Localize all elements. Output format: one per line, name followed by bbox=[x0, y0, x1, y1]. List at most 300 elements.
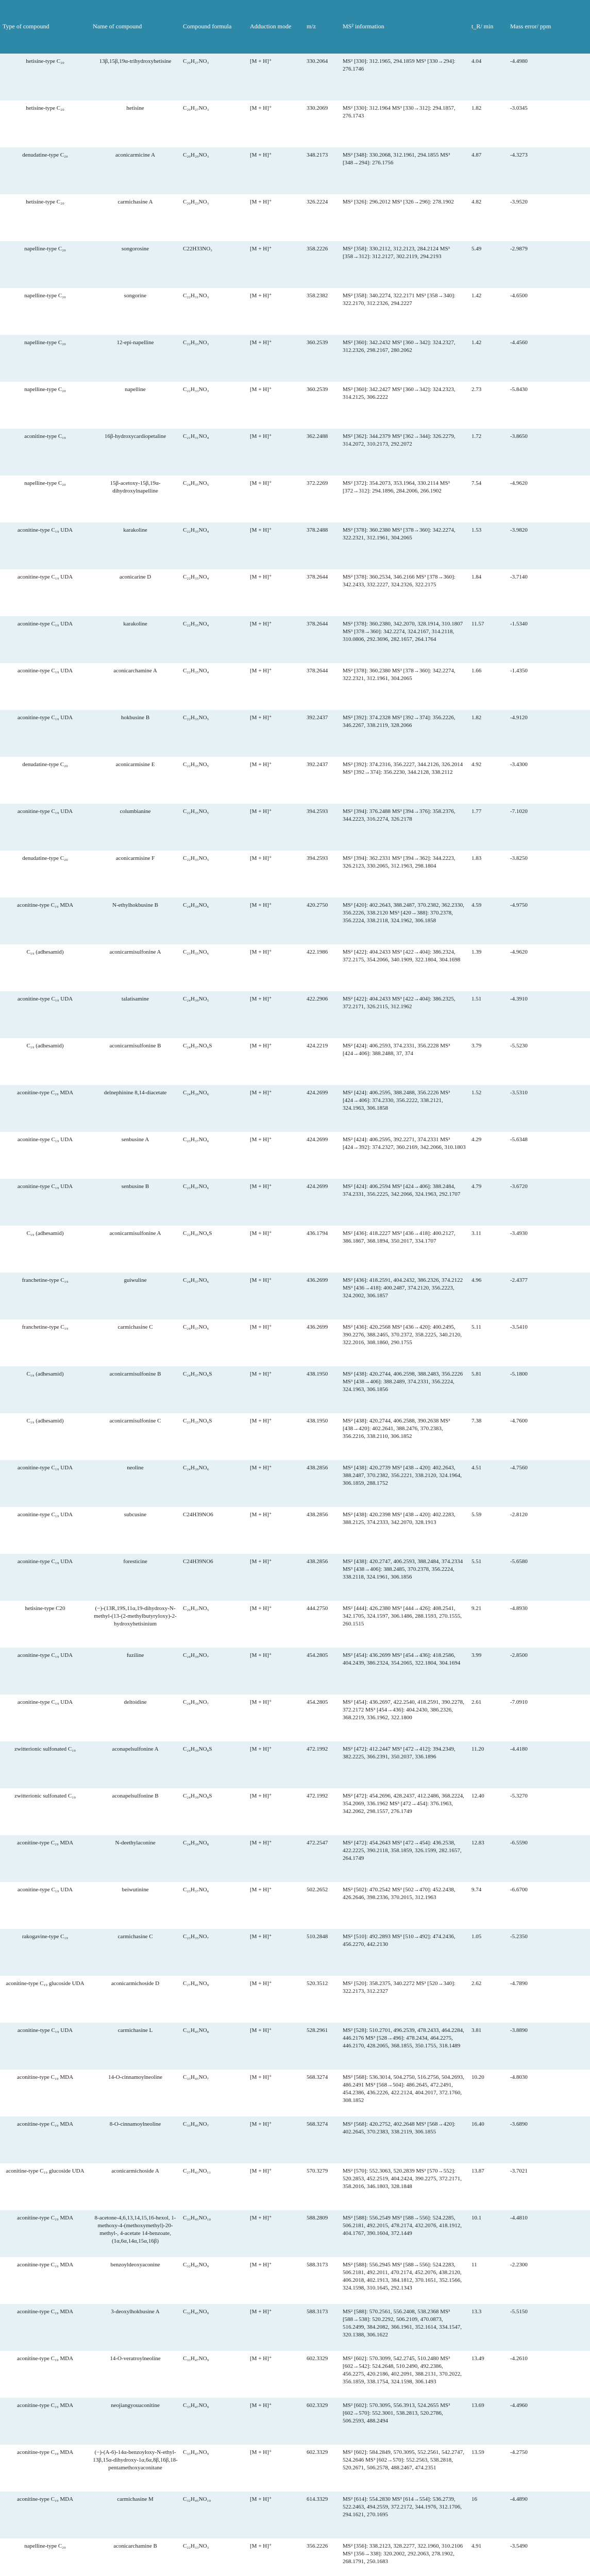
cell-adduction: [M + H]⁺ bbox=[250, 949, 272, 955]
cell-ms2: MS² [520]: 358.2375, 340.2272 MS³ [520→340]: 322.2173, 312.2327 bbox=[343, 1980, 456, 1994]
cell-ms2: MS² [360]: 342.2427 MS³ [360→342]: 324.2323, 314.2125, 306.2222 bbox=[343, 386, 456, 400]
cell-mz: 438.1950 bbox=[307, 1371, 328, 1377]
cell-name: beiwutinine bbox=[122, 1887, 149, 1893]
cell-type: aconitine-type C₁₉ UDA bbox=[17, 668, 73, 674]
cell-ms2: MS² [392]: 374.2328 MS³ [392→374]: 356.2226, 346.2267, 338.2119, 328.2066 bbox=[343, 715, 456, 728]
cell-mass-error: -4.9620 bbox=[510, 949, 528, 955]
cell-tr: 11.20 bbox=[471, 1746, 484, 1752]
cell-type: napelline-type C₂₀ bbox=[24, 340, 66, 346]
cell-tr: 3.81 bbox=[471, 2027, 482, 2033]
cell-mz: 394.2593 bbox=[307, 855, 328, 861]
cell-tr: 1.52 bbox=[471, 1090, 482, 1096]
cell-name: aconicarmicine A bbox=[115, 152, 156, 158]
cell-name: aconicarmisulfonine B bbox=[109, 1043, 161, 1049]
table-row bbox=[0, 1273, 590, 1319]
cell-adduction: [M + H]⁺ bbox=[250, 1887, 272, 1893]
table-row bbox=[0, 1648, 590, 1694]
cell-mz: 614.3329 bbox=[307, 2496, 328, 2502]
cell-mz: 568.3274 bbox=[307, 2121, 328, 2127]
cell-mz: 438.1950 bbox=[307, 1418, 328, 1424]
cell-adduction: [M + H]⁺ bbox=[250, 1980, 272, 1987]
table-row bbox=[0, 2210, 590, 2257]
cell-ms2: MS² [438]: 420.2739 MS³ [438→420]: 402.2643, 388.2487, 370.2382, 356.2221, 338.2120, 324.1964, 306.1859, 288.1752 bbox=[343, 1465, 462, 1486]
cell-mz: 358.2382 bbox=[307, 293, 328, 299]
cell-type: aconitine-type C₁₉ UDA bbox=[17, 2027, 73, 2033]
cell-tr: 9.74 bbox=[471, 1887, 482, 1893]
cell-type: aconitine-type C₁₉ MDA bbox=[16, 2309, 74, 2315]
table-row bbox=[0, 991, 590, 1038]
cell-mass-error: -5.3270 bbox=[510, 1793, 528, 1799]
cell-adduction: [M + H]⁺ bbox=[250, 105, 272, 111]
cell-type: aconitine-type C₁₉ UDA bbox=[17, 808, 73, 815]
header-mass-error: Mass error/ ppm bbox=[510, 23, 551, 30]
cell-mass-error: -4.4960 bbox=[510, 2402, 528, 2409]
cell-ms2: MS² [444]: 426.2380 MS³ [444→426]: 408.2541, 342.1705, 324.1597, 306.1486, 288.1593, 270.1555, 260.1515 bbox=[343, 1605, 462, 1627]
cell-mass-error: -3.8650 bbox=[510, 433, 528, 439]
cell-tr: 1.82 bbox=[471, 105, 482, 111]
cell-formula: C₃₂H₄₅NO₁₀ bbox=[183, 2496, 211, 2502]
cell-type: napelline-type C₂₀ bbox=[24, 386, 66, 393]
cell-ms2: MS² [394]: 376.2488 MS³ [394→376]: 358.2376, 344.2223, 316.2274, 326.2178 bbox=[343, 808, 456, 822]
cell-ms2: MS² [472]: 412.2447 MS³ [472→412]: 394.2349, 382.2225, 366.2391, 350.2037, 336.1896 bbox=[343, 1746, 456, 1760]
cell-adduction: [M + H]⁺ bbox=[250, 715, 272, 721]
cell-formula: C₂₂H₃₅NO₄ bbox=[183, 574, 209, 580]
table-row bbox=[0, 2351, 590, 2398]
cell-ms2: MS² [588]: 556.2945 MS³ [588→556]: 524.2283, 506.2181, 492.2011, 470.2174, 452.2076, 438.2120, 406.2018, 402.1913, 384.1812, 370.1651, 352.1566, 324.1598, 310.1645, 292.1343 bbox=[343, 2262, 462, 2291]
cell-mass-error: -5.6580 bbox=[510, 1558, 528, 1565]
cell-name: karakoline bbox=[123, 527, 147, 533]
cell-formula: C₂₄H₃₉NO₅ bbox=[183, 996, 209, 1002]
cell-tr: 1.84 bbox=[471, 574, 482, 580]
header-mz: m/z bbox=[307, 23, 316, 30]
cell-ms2: MS² [454]: 436.2699 MS³ [454→436]: 418.2586, 404.2439, 386.2324, 354.2065, 322.1804, 304.1694 bbox=[343, 1652, 461, 1666]
table-row bbox=[0, 382, 590, 429]
table-row bbox=[0, 241, 590, 288]
cell-type: rakogavine-type C₁₉ bbox=[22, 1934, 69, 1940]
table-row bbox=[0, 2257, 590, 2304]
cell-adduction: [M + H]⁺ bbox=[250, 480, 272, 486]
cell-mass-error: -6.6700 bbox=[510, 1887, 528, 1893]
cell-name: aconicarmisulfonine B bbox=[109, 1371, 161, 1377]
cell-mz: 588.2809 bbox=[307, 2215, 328, 2221]
cell-tr: 1.42 bbox=[471, 340, 482, 346]
cell-mass-error: -2.8120 bbox=[510, 1512, 528, 1518]
cell-ms2: MS² [438]: 420.2747, 406.2593, 388.2484, 374.2334 MS³ [438→406]: 388.2485, 370.2378, 356.2224, 338.2118, 324.1961, 306.1856 bbox=[343, 1558, 463, 1580]
cell-type: aconitine-type C₁₉ UDA bbox=[17, 1887, 73, 1893]
cell-mass-error: -3.9520 bbox=[510, 199, 528, 205]
cell-mz: 378.2644 bbox=[307, 621, 328, 627]
cell-mz: 436.1794 bbox=[307, 1230, 328, 1236]
table-row bbox=[0, 1882, 590, 1929]
table-row bbox=[0, 2304, 590, 2351]
cell-mass-error: -3.5410 bbox=[510, 1324, 528, 1330]
cell-adduction: [M + H]⁺ bbox=[250, 1934, 272, 1940]
cell-mass-error: -3.7021 bbox=[510, 2168, 528, 2174]
cell-adduction: [M + H]⁺ bbox=[250, 386, 272, 393]
cell-tr: 3.99 bbox=[471, 1652, 482, 1658]
cell-tr: 16 bbox=[471, 2496, 477, 2502]
cell-name: aconicarine D bbox=[119, 574, 151, 580]
cell-tr: 1.77 bbox=[471, 808, 482, 815]
table-row bbox=[0, 944, 590, 991]
cell-name: songorine bbox=[124, 293, 147, 299]
cell-formula: C₂₀H₂₇NO₃ bbox=[183, 58, 209, 64]
cell-name: aconicarmisulfonine C bbox=[109, 1418, 161, 1424]
cell-type: C₁₉ (adhesamid) bbox=[26, 1371, 64, 1377]
cell-adduction: [M + H]⁺ bbox=[250, 1230, 272, 1236]
cell-formula: C₂₂H₃₃NO₃ bbox=[183, 340, 209, 346]
cell-formula: C₂₃H₃₅NO₆S bbox=[183, 1418, 212, 1424]
cell-name: napelline bbox=[125, 386, 146, 393]
cell-type: napelline-type C₂₀ bbox=[24, 246, 66, 252]
cell-mass-error: -4.9750 bbox=[510, 902, 528, 908]
cell-mass-error: -3.6720 bbox=[510, 1183, 528, 1190]
table-row bbox=[0, 194, 590, 241]
cell-adduction: [M + H]⁺ bbox=[250, 2121, 272, 2127]
cell-ms2: MS² [372]: 354.2073, 353.1964, 330.2114 MS³ [372→312]: 294.1896, 284.2006, 266.1902 bbox=[343, 480, 450, 494]
cell-ms2: MS² [568]: 420.2752, 402.2648 MS³ [568→420]: 402.2645, 370.2383, 338.2119, 306.1855 bbox=[343, 2121, 456, 2135]
cell-mz: 422.1986 bbox=[307, 949, 328, 955]
cell-mz: 362.2488 bbox=[307, 433, 328, 439]
cell-mz: 602.3329 bbox=[307, 2355, 328, 2362]
cell-type: franchetine-type C₁₉ bbox=[22, 1277, 69, 1283]
cell-type: aconitine-type C₁₉ UDA bbox=[17, 527, 73, 533]
cell-ms2: MS² [602]: 584.2849, 570.3095, 552.2561, 542.2747, 524.2646 MS³ [602→570]: 552.2563, 538.2818, 520.2671, 506.2578, 488.2467, 474.2351 bbox=[343, 2449, 464, 2471]
cell-adduction: [M + H]⁺ bbox=[250, 1324, 272, 1330]
cell-formula: C₂₄H₃₉NO₈ bbox=[183, 1840, 209, 1846]
cell-type: aconitine-type C₁₉ UDA bbox=[17, 1512, 73, 1518]
cell-name: carmichasine C bbox=[117, 1934, 153, 1940]
cell-mass-error: -3.4930 bbox=[510, 1230, 528, 1236]
cell-tr: 10.20 bbox=[471, 2074, 484, 2080]
cell-formula: C₂₄H₃₉NO₆ bbox=[183, 1090, 209, 1096]
cell-formula: C₂₃H₃₅NO₆ bbox=[183, 949, 209, 955]
table-row bbox=[0, 522, 590, 569]
cell-mass-error: -3.5490 bbox=[510, 2543, 528, 2549]
cell-ms2: MS² [454]: 436.2697, 422.2540, 418.2591, 390.2278, 372.2172 MS³ [454→436]: 404.2430, 386.2326, 368.2219, 336.1962, 322.1800 bbox=[343, 1699, 464, 1721]
cell-name: aconicarmisine F bbox=[115, 855, 155, 861]
cell-tr: 2.62 bbox=[471, 1980, 482, 1987]
cell-ms2: MS² [438]: 420.2398 MS³ [438→420]: 402.2283, 388.2125, 374.2333, 342.2070, 328.1913 bbox=[343, 1512, 456, 1526]
cell-type: aconitine-type C₁₉ MDA bbox=[16, 2215, 74, 2221]
cell-ms2: MS² [424]: 406.2595, 388.2488, 356.2226 MS³ [424→406]: 374.2330, 356.2222, 338.2121, 324.1963, 306.1858 bbox=[343, 1090, 450, 1111]
cell-tr: 1.53 bbox=[471, 527, 482, 533]
cell-mass-error: -5.5230 bbox=[510, 1043, 528, 1049]
cell-mz: 330.2064 bbox=[307, 58, 328, 64]
cell-formula: C22H33NO₃ bbox=[183, 246, 213, 252]
cell-mass-error: -4.3910 bbox=[510, 996, 528, 1002]
cell-tr: 12.83 bbox=[471, 1840, 484, 1846]
cell-mass-error: -4.6500 bbox=[510, 293, 528, 299]
cell-tr: 3.11 bbox=[471, 1230, 481, 1236]
cell-tr: 11 bbox=[471, 2262, 477, 2268]
cell-formula: C₂₆H₃₇NO₅ bbox=[183, 1605, 209, 1612]
cell-name: 8-acetone-4,6,13,14,15,16-hexol, 1-methoxy-4-(methoxymethyl)-20-methyl-, 4-acetate 14-benzoate, (1α,6α,14α,15α,16β) bbox=[94, 2215, 176, 2244]
cell-tr: 1.66 bbox=[471, 668, 482, 674]
cell-formula: C₃₁H₄₅NO₈ bbox=[183, 2027, 209, 2033]
cell-ms2: MS² [420]: 402.2643, 388.2487, 370.2382, 362.2330, 356.2226, 338.2120 MS³ [420→388]: 370.2378, 356.2224, 338.2118, 324.1962, 306.1858 bbox=[343, 902, 464, 924]
table-row bbox=[0, 1179, 590, 1226]
cell-adduction: [M + H]⁺ bbox=[250, 152, 272, 158]
cell-ms2: MS² [502]: 470.2542 MS³ [502→470]: 452.2438, 426.2646, 398.2336, 370.2015, 312.1963 bbox=[343, 1887, 456, 1901]
cell-formula: C₃₃H₄₅NO₁₀ bbox=[183, 2215, 211, 2221]
cell-ms2: MS² [358]: 340.2274, 322.2171 MS³ [358→340]: 322.2170, 312.2326, 294.2227 bbox=[343, 293, 456, 307]
cell-type: aconitine-type C₁₉ UDA bbox=[17, 996, 73, 1002]
cell-mass-error: -7.1020 bbox=[510, 808, 528, 815]
cell-ms2: MS² [360]: 342.2432 MS³ [360→342]: 324.2327, 312.2326, 298.2167, 280.2062 bbox=[343, 340, 456, 353]
cell-adduction: [M + H]⁺ bbox=[250, 1277, 272, 1283]
cell-formula: C₂₀H₂₉NO₃ bbox=[183, 152, 209, 158]
cell-type: aconitine-type C₁₉ MDA bbox=[16, 2262, 74, 2268]
cell-mz: 378.2644 bbox=[307, 574, 328, 580]
cell-mass-error: -3.6890 bbox=[510, 2121, 528, 2127]
cell-mass-error: -4.4980 bbox=[510, 58, 528, 64]
cell-formula: C₂₂H₃₅NO₄ bbox=[183, 527, 209, 533]
cell-formula: C₂₀H₂₃NO₃ bbox=[183, 199, 209, 205]
cell-adduction: [M + H]⁺ bbox=[250, 2309, 272, 2315]
cell-ms2: MS² [348]: 330.2068, 312.1961, 294.1855 MS³ [348→294]: 276.1756 bbox=[343, 152, 450, 166]
cell-type: aconitine-type C₁₉ UDA bbox=[17, 1699, 73, 1705]
table-row bbox=[0, 100, 590, 147]
cell-adduction: [M + H]⁺ bbox=[250, 1465, 272, 1471]
cell-ms2: MS² [378]: 360.2534, 346.2166 MS³ [378→360]: 342.2433, 332.2227, 324.2326, 322.2175 bbox=[343, 574, 456, 588]
table-row bbox=[0, 2538, 590, 2576]
cell-mz: 392.2437 bbox=[307, 761, 328, 768]
cell-type: aconitine-type C₁₉ MDA bbox=[16, 902, 74, 908]
cell-name: columbianine bbox=[120, 808, 151, 815]
cell-formula: C₂₃H₃₇NO₆ bbox=[183, 1183, 209, 1190]
cell-mz: 438.2856 bbox=[307, 1465, 328, 1471]
cell-mass-error: -2.2300 bbox=[510, 2262, 528, 2268]
cell-mass-error: -1.5340 bbox=[510, 621, 528, 627]
cell-name: benzoyldeoxyaconine bbox=[110, 2262, 160, 2268]
cell-type: zwitterionic sulfonated C₁₉ bbox=[14, 1746, 76, 1752]
cell-mz: 326.2224 bbox=[307, 199, 328, 205]
cell-type: aconitine-type C₁₉ UDA bbox=[17, 1558, 73, 1565]
cell-formula: C₂₂H₃₅NO₅ bbox=[183, 715, 209, 721]
cell-mass-error: -4.4560 bbox=[510, 340, 528, 346]
table-row bbox=[0, 2116, 590, 2163]
cell-name: 16β-hydroxycardiopetaline bbox=[104, 433, 166, 439]
cell-type: hetisine-type C₂₀ bbox=[26, 58, 64, 64]
cell-formula: C₃₃H₄₅NO₇ bbox=[183, 2121, 209, 2127]
cell-formula: C₂₂H₃₅NO₅ bbox=[183, 808, 209, 815]
table-row bbox=[0, 1319, 590, 1366]
cell-formula: C₂₂H₃₅NO₆S bbox=[183, 1230, 212, 1236]
header-adduction: Adduction mode bbox=[250, 23, 292, 30]
cell-name: aconapelsulfonine B bbox=[112, 1793, 159, 1799]
cell-type: franchetine-type C₁₉ bbox=[22, 1324, 69, 1330]
cell-formula: C₂₄H₃₉NO₈S bbox=[183, 1746, 212, 1752]
header-row bbox=[0, 0, 590, 54]
cell-mz: 424.2699 bbox=[307, 1183, 328, 1190]
cell-tr: 7.38 bbox=[471, 1418, 482, 1424]
cell-mass-error: -4.2610 bbox=[510, 2355, 528, 2362]
cell-ms2: MS² [326]: 296.2012 MS³ [326→296]: 278.1902 bbox=[343, 199, 454, 205]
cell-formula: C₂₂H₃₅NO₄ bbox=[183, 621, 209, 627]
cell-adduction: [M + H]⁺ bbox=[250, 2074, 272, 2080]
cell-adduction: [M + H]⁺ bbox=[250, 761, 272, 768]
cell-type: aconitine-type C₁₉ MDA bbox=[16, 1840, 74, 1846]
cell-adduction: [M + H]⁺ bbox=[250, 1793, 272, 1799]
cell-mass-error: -3.5310 bbox=[510, 1090, 528, 1096]
cell-tr: 4.29 bbox=[471, 1137, 482, 1143]
cell-tr: 1.82 bbox=[471, 715, 482, 721]
cell-name: songorosine bbox=[121, 246, 149, 252]
cell-ms2: MS² [602]: 570.3099, 542.2745, 510.2480 MS³ [602→542]: 524.2648, 510.2490, 492.2386, 456.2275, 420.2186, 402.2091, 388.2131, 370.2022, 356.1859, 338.1754, 324.1598, 306.1493 bbox=[343, 2355, 462, 2385]
table-row bbox=[0, 2070, 590, 2116]
cell-name: carmichasine M bbox=[117, 2496, 154, 2502]
cell-tr: 4.79 bbox=[471, 1183, 482, 1190]
cell-name: (−)-(13R,19S,11α,19-dihydroxy-N-methyl-(13-(2-methylbutyryloxy)-2-hydroxyhetisinium bbox=[94, 1605, 177, 1627]
cell-formula: C₃₃H₄₇NO₉ bbox=[183, 2355, 209, 2362]
cell-ms2: MS² [472]: 454.2643 MS³ [472→454]: 436.2538, 422.2225, 390.2118, 358.1859, 326.1599, 282.1657, 264.1749 bbox=[343, 1840, 462, 1861]
cell-formula: C₂₄H₃₉NO₇ bbox=[183, 1652, 209, 1658]
table-row bbox=[0, 897, 590, 944]
cell-type: denudatine-type C₂₀ bbox=[22, 855, 68, 861]
cell-mz: 438.2856 bbox=[307, 1558, 328, 1565]
cell-ms2: MS² [378]: 360.2380, 342.2070, 328.1914, 310.1807 MS³ [378→360]: 342.2274, 324.2167, 314.2118, 310.0806, 292.3696, 282.1657, 264.1764 bbox=[343, 621, 463, 642]
cell-name: N-deethylaconine bbox=[115, 1840, 156, 1846]
cell-ms2: MS² [438]: 420.2744, 406.2588, 390.2638 MS³ [438→420]: 402.2641, 388.2476, 370.2383, 356.2216, 338.2110, 306.1852 bbox=[343, 1418, 450, 1439]
cell-name: hokbusine B bbox=[121, 715, 150, 721]
cell-mass-error: -4.7560 bbox=[510, 1465, 528, 1471]
cell-mass-error: -2.4377 bbox=[510, 1277, 528, 1283]
cell-tr: 11.57 bbox=[471, 621, 484, 627]
cell-type: aconitine-type C₁₉ MDA bbox=[16, 2355, 74, 2362]
cell-mz: 602.3329 bbox=[307, 2402, 328, 2409]
cell-mz: 454.2805 bbox=[307, 1699, 328, 1705]
cell-mz: 528.2961 bbox=[307, 2027, 328, 2033]
cell-tr: 5.11 bbox=[471, 1324, 481, 1330]
cell-adduction: [M + H]⁺ bbox=[250, 2215, 272, 2221]
cell-tr: 1.72 bbox=[471, 433, 482, 439]
cell-type: denudatine-type C₂₀ bbox=[22, 761, 68, 768]
cell-name: aconicarmisine E bbox=[115, 761, 155, 768]
header-name: Name of compound bbox=[93, 23, 142, 30]
cell-ms2: MS² [438]: 420.2744, 406.2598, 388.2483, 356.2226 MS³ [438→406]: 388.2489, 374.2331, 356.2224, 324.1963, 306.1856 bbox=[343, 1371, 463, 1393]
cell-formula: C₂₂H₃₅NO₄ bbox=[183, 668, 209, 674]
table-row bbox=[0, 1460, 590, 1507]
table-row bbox=[0, 429, 590, 476]
cell-mz: 356.2226 bbox=[307, 2543, 328, 2549]
cell-mass-error: -3.7140 bbox=[510, 574, 528, 580]
cell-mass-error: -4.4810 bbox=[510, 2215, 528, 2221]
table-row bbox=[0, 1132, 590, 1179]
cell-ms2: MS² [588]: 570.2561, 556.2408, 538.2368 MS³ [588→538]: 520.2292, 506.2109, 470.0873, 516.2499, 384.2082, 366.1961, 352.1614, 334.1547, 320.1388, 306.1622 bbox=[343, 2309, 462, 2338]
cell-name: guiwuline bbox=[124, 1277, 147, 1283]
table-body bbox=[0, 54, 590, 2576]
cell-adduction: [M + H]⁺ bbox=[250, 1137, 272, 1143]
cell-adduction: [M + H]⁺ bbox=[250, 1746, 272, 1752]
cell-mass-error: -5.6348 bbox=[510, 1137, 528, 1143]
cell-type: aconitine-type C₁₉ MDA bbox=[16, 2402, 74, 2409]
cell-ms2: MS² [358]: 330.2112, 312.2123, 284.2124 MS³ [358→312]: 312.2127, 302.2119, 294.2193 bbox=[343, 246, 450, 260]
cell-mass-error: -5.5150 bbox=[510, 2309, 528, 2315]
cell-mass-error: -5.8430 bbox=[510, 386, 528, 393]
table-row bbox=[0, 1413, 590, 1460]
cell-mass-error: -3.0345 bbox=[510, 105, 528, 111]
cell-adduction: [M + H]⁺ bbox=[250, 1840, 272, 1846]
cell-formula: C₂₂H₃₅NO₅ bbox=[183, 855, 209, 861]
cell-name: (−)-(A-6)-14α-benzoyloxy-N-ethyl-13β,15α-dihydroxy-1α,6α,8β,16β,18-pentamethoxyaconitane bbox=[93, 2449, 178, 2471]
cell-adduction: [M + H]⁺ bbox=[250, 293, 272, 299]
cell-mass-error: -4.3273 bbox=[510, 152, 528, 158]
cell-type: napelline-type C₂₀ bbox=[24, 293, 66, 299]
cell-adduction: [M + H]⁺ bbox=[250, 855, 272, 861]
cell-type: C₁₉ (adhesamid) bbox=[26, 949, 64, 955]
cell-type: hetisine-type C₂₀ bbox=[26, 105, 64, 111]
cell-adduction: [M + H]⁺ bbox=[250, 1043, 272, 1049]
cell-type: napelline-type C₂₀ bbox=[24, 480, 66, 486]
cell-mass-error: -4.9620 bbox=[510, 480, 528, 486]
cell-ms2: MS² [436]: 418.2591, 404.2432, 386.2326, 374.2122 MS³ [436→418]: 400.2487, 374.2120, 356.2223, 324.2002, 306.1857 bbox=[343, 1277, 463, 1299]
cell-mz: 472.2547 bbox=[307, 1840, 328, 1846]
cell-tr: 12.40 bbox=[471, 1793, 484, 1799]
cell-name: aconicarmichoside A bbox=[111, 2168, 159, 2174]
cell-adduction: [M + H]⁺ bbox=[250, 433, 272, 439]
cell-tr: 1.39 bbox=[471, 949, 482, 955]
cell-tr: 3.79 bbox=[471, 1043, 482, 1049]
table-row bbox=[0, 1788, 590, 1835]
cell-mass-error: -2.9879 bbox=[510, 246, 528, 252]
cell-name: 15β-acetoxy-15β,19α-dihydroxylnapelline bbox=[110, 480, 161, 494]
cell-tr: 2.61 bbox=[471, 1699, 482, 1705]
cell-formula: C₂₃H₃₇NO₆ bbox=[183, 1887, 209, 1893]
table-row bbox=[0, 1835, 590, 1882]
cell-adduction: [M + H]⁺ bbox=[250, 2496, 272, 2502]
cell-formula: C₂₃H₃₅NO₇ bbox=[183, 1934, 209, 1940]
cell-ms2: MS² [362]: 344.2379 MS³ [362→344]: 326.2279, 314.2072, 310.2173, 292.2072 bbox=[343, 433, 456, 447]
cell-adduction: [M + H]⁺ bbox=[250, 1418, 272, 1424]
cell-name: delnephinine 8,14-diacetate bbox=[104, 1090, 167, 1096]
cell-mz: 392.2437 bbox=[307, 715, 328, 721]
cell-mz: 330.2069 bbox=[307, 105, 328, 111]
cell-ms2: MS² [330]: 312.1965, 294.1859 MS³ [330→294]: 276.1746 bbox=[343, 58, 456, 72]
table-row bbox=[0, 851, 590, 897]
cell-adduction: [M + H]⁺ bbox=[250, 902, 272, 908]
cell-formula: C₃₃H₄₇NO₉ bbox=[183, 2402, 209, 2409]
cell-adduction: [M + H]⁺ bbox=[250, 1090, 272, 1096]
cell-name: aconicarmisulfonine A bbox=[109, 949, 161, 955]
table-row bbox=[0, 2492, 590, 2538]
cell-type: denudatine-type C₂₀ bbox=[22, 152, 68, 158]
cell-mass-error: -4.4180 bbox=[510, 1746, 528, 1752]
cell-tr: 4.96 bbox=[471, 1277, 482, 1283]
cell-adduction: [M + H]⁺ bbox=[250, 246, 272, 252]
cell-name: talatisamine bbox=[121, 996, 149, 1002]
cell-name: hetisine bbox=[126, 105, 144, 111]
cell-formula: C₃₂H₄₅NO₉ bbox=[183, 2262, 209, 2268]
table-row bbox=[0, 663, 590, 710]
cell-mz: 424.2219 bbox=[307, 1043, 328, 1049]
table-row bbox=[0, 1694, 590, 1741]
cell-mass-error: -5.2350 bbox=[510, 1934, 528, 1940]
cell-formula: C₂₄H₃₉NO₆ bbox=[183, 1465, 209, 1471]
table-row bbox=[0, 1507, 590, 1554]
cell-formula: C₂₄H₃₇NO₆S bbox=[183, 1043, 212, 1049]
cell-mz: 424.2699 bbox=[307, 1137, 328, 1143]
cell-type: aconitine-type C₁₉ bbox=[24, 433, 66, 439]
cell-adduction: [M + H]⁺ bbox=[250, 1699, 272, 1705]
cell-type: hetisine-type C20 bbox=[25, 1605, 65, 1612]
cell-type: C₁₉ (adhesamid) bbox=[26, 1043, 64, 1049]
cell-mz: 436.2699 bbox=[307, 1277, 328, 1283]
cell-ms2: MS² [472]: 454.2696, 428.2437, 412.2486, 368.2224, 354.2069, 336.1962 MS³ [472→454]: 376.1963, 342.2062, 298.1557, 276.1749 bbox=[343, 1793, 464, 1815]
cell-name: karakoline bbox=[123, 621, 147, 627]
cell-formula: C₂₄H₃₇NO₆ bbox=[183, 1324, 209, 1330]
cell-formula: C₂₄H₃₅NO₅ bbox=[183, 480, 209, 486]
